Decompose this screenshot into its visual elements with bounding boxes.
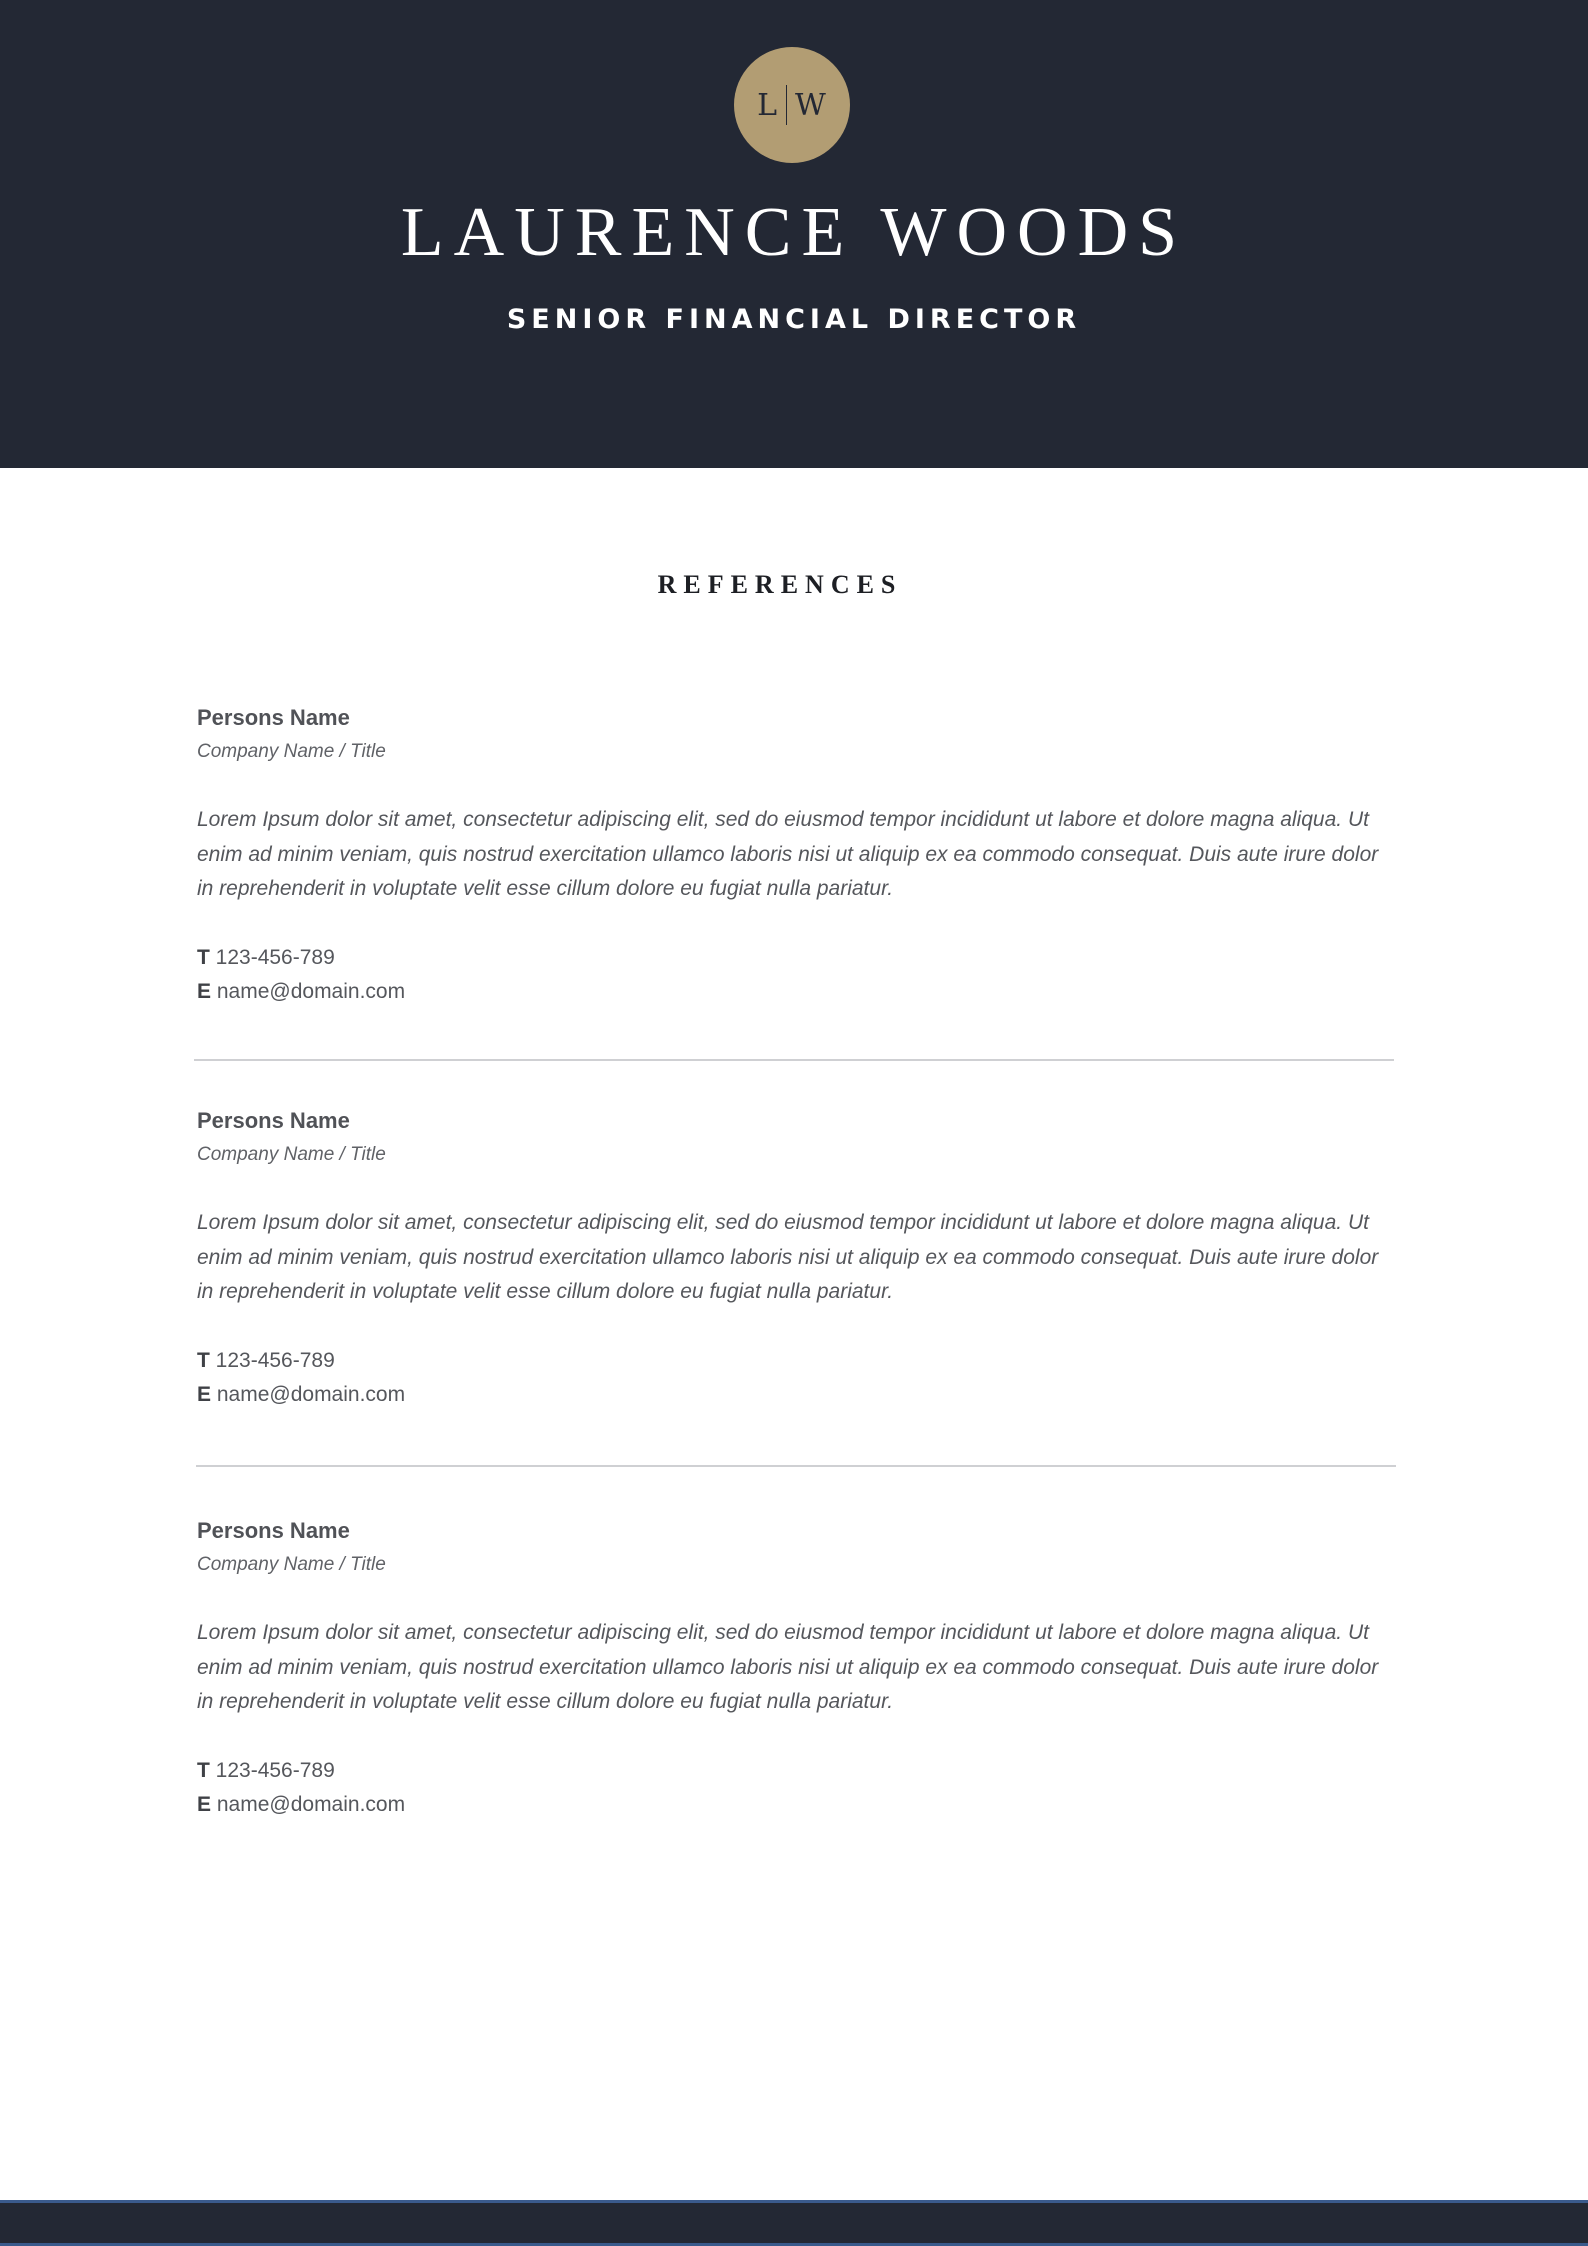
- reference-phone: 123-456-789: [215, 1758, 335, 1782]
- reference-contact: [197, 1344, 1397, 1413]
- section-divider: [194, 1059, 1394, 1061]
- reference-company: Company Name / Title: [197, 741, 386, 762]
- reference-email[interactable]: name@domain.com: [216, 1793, 406, 1816]
- reference-email-line: [197, 1788, 1397, 1823]
- monogram-separator: [786, 85, 787, 125]
- reference-company: Company Name / Title: [197, 1554, 386, 1575]
- email-label: E: [197, 1793, 212, 1816]
- section-title-references: REFERENCES: [657, 570, 903, 599]
- reference-email-line: [197, 1378, 1397, 1413]
- reference-name: Persons Name: [197, 1518, 350, 1543]
- reference-name: Persons Name: [197, 1108, 350, 1133]
- reference-item: [197, 1104, 1397, 1413]
- reference-description: Lorem Ipsum dolor sit amet, consectetur adipiscing elit, sed do eiusmod tempor incididunt ut labore et dolore magna aliqua. Ut enim ad minim veniam, quis nostrud exercitation ullamco laboris nisi ut aliquip ex ea commodo consequat. Duis aute irure dolor in reprehenderit in voluptate velit esse cillum dolore eu fugiat nulla pariatur.: [197, 1621, 1379, 1713]
- reference-phone-line: [197, 941, 1397, 976]
- reference-contact: [197, 1754, 1397, 1823]
- reference-phone: 123-456-789: [215, 945, 335, 969]
- reference-name: Persons Name: [197, 705, 350, 730]
- person-name: LAURENCE WOODS: [400, 194, 1188, 271]
- footer-bar: [0, 2200, 1588, 2246]
- reference-item: [197, 1514, 1397, 1823]
- reference-email[interactable]: name@domain.com: [216, 1383, 406, 1406]
- reference-description: Lorem Ipsum dolor sit amet, consectetur adipiscing elit, sed do eiusmod tempor incididunt ut labore et dolore magna aliqua. Ut enim ad minim veniam, quis nostrud exercitation ullamco laboris nisi ut aliquip ex ea commodo consequat. Duis aute irure dolor in reprehenderit in voluptate velit esse cillum dolore eu fugiat nulla pariatur.: [197, 1211, 1379, 1303]
- email-label: E: [197, 980, 212, 1003]
- reference-item: [197, 701, 1397, 1010]
- phone-label: T: [197, 1758, 210, 1782]
- job-title: SENIOR FINANCIAL DIRECTOR: [506, 304, 1082, 335]
- phone-label: T: [197, 945, 210, 969]
- reference-company: Company Name / Title: [197, 1144, 386, 1165]
- reference-email[interactable]: name@domain.com: [216, 980, 406, 1003]
- email-label: E: [197, 1383, 212, 1406]
- monogram-badge: [734, 47, 850, 163]
- monogram-initial-right: W: [795, 87, 827, 123]
- reference-phone-line: [197, 1754, 1397, 1789]
- reference-contact: [197, 941, 1397, 1010]
- reference-phone-line: [197, 1344, 1397, 1379]
- section-divider: [196, 1465, 1396, 1467]
- monogram-initial-left: L: [757, 87, 779, 123]
- reference-email-line: [197, 975, 1397, 1010]
- reference-phone: 123-456-789: [215, 1348, 335, 1372]
- header-banner: [0, 0, 1588, 468]
- phone-label: T: [197, 1348, 210, 1372]
- reference-description: Lorem Ipsum dolor sit amet, consectetur adipiscing elit, sed do eiusmod tempor incididunt ut labore et dolore magna aliqua. Ut enim ad minim veniam, quis nostrud exercitation ullamco laboris nisi ut aliquip ex ea commodo consequat. Duis aute irure dolor in reprehenderit in voluptate velit esse cillum dolore eu fugiat nulla pariatur.: [197, 808, 1379, 900]
